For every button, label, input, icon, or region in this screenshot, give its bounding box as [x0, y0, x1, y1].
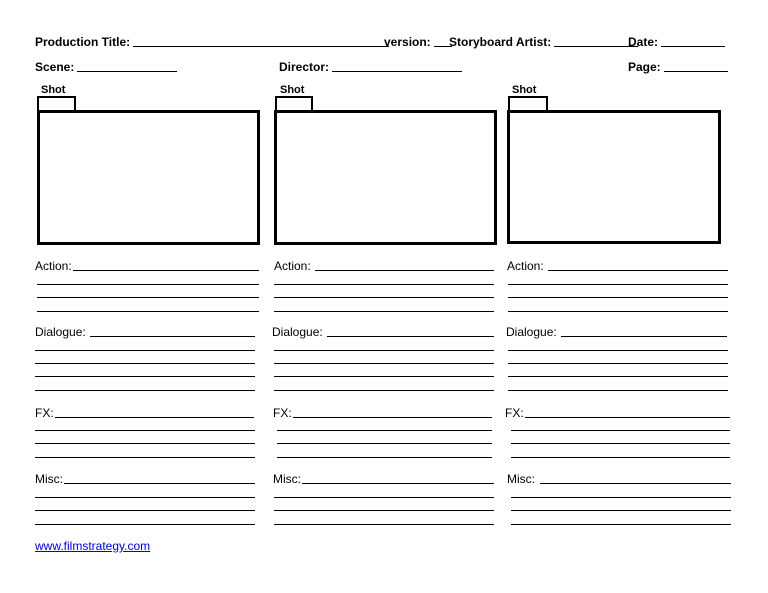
filmstrategy-link[interactable]: www.filmstrategy.com: [35, 539, 151, 553]
action-line-1b[interactable]: [37, 297, 259, 298]
storyboard-artist-line[interactable]: [554, 45, 638, 47]
dialogue-line-3c[interactable]: [508, 376, 728, 377]
fx-line-1b[interactable]: [35, 443, 255, 444]
shot-frame-1[interactable]: [37, 110, 260, 245]
scene-label: Scene:: [35, 60, 75, 74]
action-field-2[interactable]: [274, 259, 494, 273]
version-field[interactable]: [384, 35, 452, 49]
shot-number-box-1[interactable]: [37, 96, 76, 110]
action-label-2: Action:: [274, 259, 311, 273]
fx-line-1a[interactable]: [35, 430, 255, 431]
action-line-2c[interactable]: [274, 311, 494, 312]
fx-line-2b[interactable]: [277, 443, 492, 444]
fx-label-1: FX:: [35, 406, 54, 420]
action-field-3[interactable]: [507, 259, 728, 273]
misc-line-2b[interactable]: [274, 510, 494, 511]
fx-line-3a[interactable]: [511, 430, 730, 431]
misc-label-2: Misc:: [273, 472, 301, 486]
dialogue-line-1b[interactable]: [35, 363, 255, 364]
fx-line-1c[interactable]: [35, 457, 255, 458]
version-label: version:: [384, 35, 431, 49]
production-title-field[interactable]: [35, 35, 389, 49]
dialogue-line-2d[interactable]: [274, 390, 494, 391]
director-field[interactable]: [279, 60, 462, 74]
page-label: Page:: [628, 60, 661, 74]
date-line[interactable]: [661, 45, 725, 47]
dialogue-line-2b[interactable]: [274, 363, 494, 364]
action-label-1: Action:: [35, 259, 72, 273]
action-line-3a[interactable]: [508, 284, 728, 285]
shot-number-box-3[interactable]: [508, 96, 548, 110]
page-field[interactable]: [628, 60, 728, 74]
fx-field-3[interactable]: [505, 406, 730, 420]
action-field-1[interactable]: [35, 259, 259, 273]
dialogue-field-3[interactable]: [506, 325, 727, 339]
dialogue-label-2: Dialogue:: [272, 325, 323, 339]
scene-line[interactable]: [77, 70, 177, 72]
action-line-1c[interactable]: [37, 311, 259, 312]
dialogue-field-1[interactable]: [35, 325, 255, 339]
action-line-3c[interactable]: [508, 311, 728, 312]
fx-label-3: FX:: [505, 406, 524, 420]
shot-frame-3[interactable]: [507, 110, 721, 244]
dialogue-line-1d[interactable]: [35, 390, 255, 391]
misc-field-1[interactable]: [35, 472, 255, 486]
fx-line-3c[interactable]: [511, 457, 730, 458]
dialogue-label-1: Dialogue:: [35, 325, 86, 339]
action-label-3: Action:: [507, 259, 544, 273]
dialogue-line-3a[interactable]: [508, 350, 728, 351]
misc-field-2[interactable]: [273, 472, 494, 486]
misc-line-1c[interactable]: [35, 524, 255, 525]
dialogue-line-3b[interactable]: [508, 363, 728, 364]
dialogue-line-3d[interactable]: [508, 390, 728, 391]
misc-line-2a[interactable]: [274, 497, 494, 498]
shot-number-box-2[interactable]: [275, 96, 313, 110]
storyboard-artist-label: Storyboard Artist:: [449, 35, 552, 49]
shot-label-3: Shot: [512, 84, 537, 96]
page-line[interactable]: [664, 70, 728, 72]
shot-frame-2[interactable]: [274, 110, 497, 245]
shot-label-1: Shot: [41, 84, 66, 96]
misc-label-3: Misc:: [507, 472, 535, 486]
dialogue-line-1a[interactable]: [35, 350, 255, 351]
director-label: Director:: [279, 60, 330, 74]
action-line-2a[interactable]: [274, 284, 494, 285]
misc-line-3b[interactable]: [511, 510, 731, 511]
fx-line-3b[interactable]: [511, 443, 730, 444]
scene-field[interactable]: [35, 60, 177, 74]
misc-line-3a[interactable]: [511, 497, 731, 498]
production-title-label: Production Title:: [35, 35, 131, 49]
fx-field-2[interactable]: [273, 406, 492, 420]
action-line-2b[interactable]: [274, 297, 494, 298]
misc-line-2c[interactable]: [274, 524, 494, 525]
misc-label-1: Misc:: [35, 472, 63, 486]
action-line-3b[interactable]: [508, 297, 728, 298]
fx-line-2a[interactable]: [277, 430, 492, 431]
fx-field-1[interactable]: [35, 406, 254, 420]
shot-label-2: Shot: [280, 84, 305, 96]
dialogue-line-2c[interactable]: [274, 376, 494, 377]
action-line-1a[interactable]: [37, 284, 259, 285]
fx-label-2: FX:: [273, 406, 292, 420]
director-line[interactable]: [332, 70, 462, 72]
misc-field-3[interactable]: [507, 472, 731, 486]
storyboard-artist-field[interactable]: [449, 35, 638, 49]
misc-line-3c[interactable]: [511, 524, 731, 525]
dialogue-line-1c[interactable]: [35, 376, 255, 377]
dialogue-line-2a[interactable]: [274, 350, 494, 351]
dialogue-label-3: Dialogue:: [506, 325, 557, 339]
date-label: Date:: [628, 35, 659, 49]
misc-line-1b[interactable]: [35, 510, 255, 511]
dialogue-field-2[interactable]: [272, 325, 494, 339]
fx-line-2c[interactable]: [277, 457, 492, 458]
production-title-line[interactable]: [133, 45, 389, 47]
date-field[interactable]: [628, 35, 725, 49]
misc-line-1a[interactable]: [35, 497, 255, 498]
